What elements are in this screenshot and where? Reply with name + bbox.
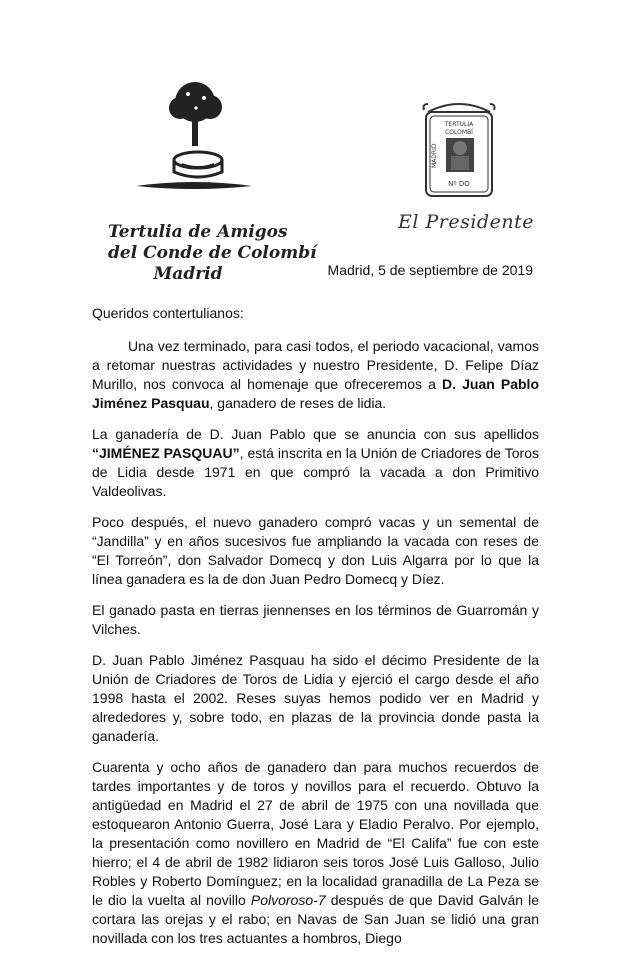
ground-icon [134, 178, 254, 192]
honoree-name: D. Juan Pablo Jiménez Pasquau [92, 376, 539, 411]
paragraph-5: D. Juan Pablo Jiménez Pasquau ha sido el décimo Presidente de la Unión de Criadores de Toros de Lidia y ejerció el cargo desde el año 1998 hasta el 2002. Reses suyas hemos podido ver en Madrid y alrededores y, sobre todo, en plazas de la provincia donde pasta la ganadería. [92, 652, 539, 744]
paragraph-1 [92, 337, 539, 413]
letter-body [92, 304, 539, 960]
paragraph-1-end: , ganadero de reses de lidia. [209, 395, 387, 411]
greeting: Queridos contertulianos: [92, 305, 244, 321]
seal-bottom-text: Nº DO [448, 180, 470, 188]
paragraph-2-start: La ganadería de D. Juan Pablo que se anuncia con sus apellidos [92, 426, 539, 442]
ganaderia-name: “JIMÉNEZ PASQUAU” [92, 445, 240, 461]
bull-name: Polvoroso-7 [250, 892, 326, 908]
club-name-line2: del Conde de Colombí [108, 243, 317, 263]
club-seal [420, 98, 498, 200]
paragraph-6 [92, 758, 539, 948]
paragraph-2 [92, 425, 539, 501]
seal-mid-text: COLOMBÍ [445, 129, 473, 136]
seal-top-text: TERTULIA [444, 121, 474, 128]
paragraph-6-end: después de que David Galván le cortara las orejas y el rabo; en Navas de San Juan se lidió una gran novillada con los tres actuantes a hombros, Diego [92, 892, 539, 946]
club-logo [108, 80, 317, 284]
letter-date: Madrid, 5 de septiembre de 2019 [327, 262, 533, 278]
seal-left-text: MADRID [431, 143, 438, 168]
paragraph-2-end: , está inscrita en la Unión de Criadores de Toros de Lidia desde 1971 en que compró la vacada a don Primitivo Valdeolivas. [92, 445, 539, 499]
president-signature: El Presidente [398, 211, 534, 233]
club-name-line3: Madrid [153, 264, 223, 284]
paragraph-6-start: Cuarenta y ocho años de ganadero dan para muchos recuerdos de tardes importantes y de toros y novillos para el recuerdo. Obtuvo la antigüedad en Madrid el 27 de abril de 1975 con una novillada que estoquearon Antonio Guerra, José Lara y Eladio Peralvo. Por ejemplo, la presentación como novillero en Madrid de “El Califa” fue con este hierro; el 4 de abril de 1982 lidiaron seis toros José Luis Galloso, Julio Robles y Roberto Domínguez; en la localidad granadilla de La Peza se le dio la vuelta al novillo [92, 759, 539, 908]
club-name [108, 222, 317, 285]
tree-icon [160, 80, 230, 155]
paragraph-1-text: Una vez terminado, para casi todos, el periodo vacacional, vamos a retomar nuestras actividades y nuestro Presidente, D. Felipe Díaz Murillo, nos convoca al homenaje que ofreceremos a [92, 338, 539, 392]
paragraph-4: El ganado pasta en tierras jiennenses en los términos de Guarromán y Vilches. [92, 602, 539, 637]
paragraph-3: Poco después, el nuevo ganadero compró vacas y un semental de “Jandilla” y en años sucesivos fue ampliando la vacada con reses de “El Torreón”, don Salvador Domecq y don Luis Algarra por lo que la línea ganadera es la de don Juan Pedro Domecq y Díez. [92, 514, 539, 587]
fountain-icon [172, 150, 224, 180]
club-name-line1: Tertulia de Amigos [108, 222, 288, 242]
